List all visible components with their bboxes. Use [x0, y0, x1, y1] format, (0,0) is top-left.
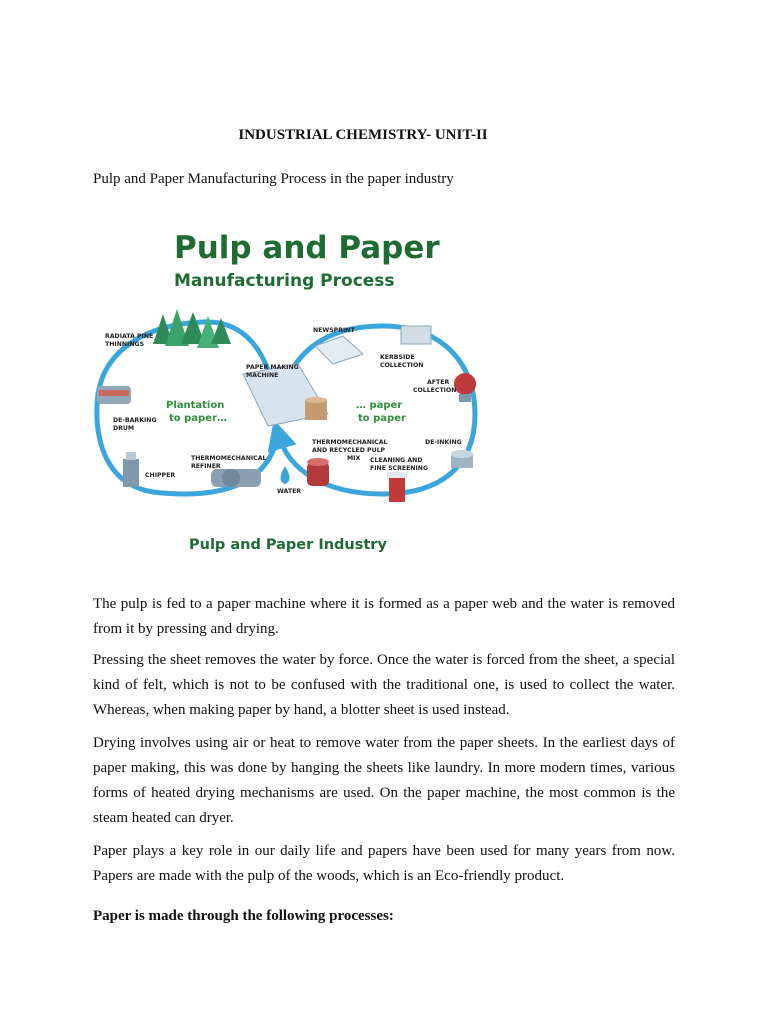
page-heading: INDUSTRIAL CHEMISTRY- UNIT-II: [238, 127, 488, 143]
label-radiata-2: THINNINGS: [105, 341, 145, 348]
label-after-2: COLLECTION: [413, 387, 457, 394]
water-drop-icon: [281, 466, 290, 484]
label-mix-2: AND RECYCLED PULP: [312, 447, 386, 454]
figure-title: Pulp and Paper: [174, 230, 440, 266]
paragraph-3: Drying involves using air or heat to remove water from the paper sheets. In the earliest days of paper making, this was done by hanging the sheets like laundry. In more modern times, various forms of heated drying mechanisms are used. On the paper machine, the most common is the steam heated can dryer.: [93, 735, 675, 826]
label-to-paper: to paper…: [169, 413, 227, 424]
kerbside-collection-icon: [401, 326, 431, 344]
label-to-paper-right: to paper: [358, 413, 406, 424]
label-refiner-2: REFINER: [191, 463, 221, 470]
de-inking-icon: [451, 450, 473, 468]
paragraph-1: The pulp is fed to a paper machine where it is formed as a paper web and the water is removed from it by pressing and drying.: [93, 596, 675, 637]
label-machine-2: MACHINE: [246, 372, 279, 379]
process-figure: [93, 214, 493, 564]
label-debarking-2: DRUM: [113, 425, 135, 432]
label-mix-3: MIX: [347, 455, 361, 462]
label-paper: … paper: [356, 400, 403, 411]
label-cleaning: CLEANING AND: [370, 457, 423, 464]
label-kerbside: KERBSIDE: [380, 354, 415, 361]
process-diagram: [93, 214, 493, 564]
label-kerbside-2: COLLECTION: [380, 362, 424, 369]
pine-trees-icon: [153, 309, 231, 348]
figure-subtitle: Manufacturing Process: [174, 271, 395, 291]
label-cleaning-2: FINE SCREENING: [370, 465, 429, 472]
label-water: WATER: [277, 488, 302, 495]
label-debarking: DE-BARKING: [113, 417, 157, 424]
chipper-icon: [123, 452, 139, 487]
refiner-icon: [211, 469, 261, 487]
label-chipper: CHIPPER: [145, 472, 176, 479]
label-mix: THERMOMECHANICAL: [312, 439, 388, 446]
cleaning-screening-icon: [387, 472, 407, 502]
pulp-mix-icon: [307, 458, 329, 486]
label-refiner: THERMOMECHANICAL: [191, 455, 267, 462]
figure-caption: Pulp and Paper Industry: [189, 537, 387, 553]
process-heading: Paper is made through the following processes:: [93, 908, 394, 924]
document-subtitle: Pulp and Paper Manufacturing Process in the paper industry: [93, 171, 454, 187]
label-deinking: DE-INKING: [425, 439, 462, 446]
paragraph-2: Pressing the sheet removes the water by force. Once the water is forced from the sheet, a special kind of felt, which is not to be confused with the traditional one, is used to collect the water. Whereas, when making paper by hand, a blotter sheet is used instead.: [93, 652, 675, 718]
label-newsprint: NEWSPRINT: [313, 327, 355, 334]
label-machine: PAPER MAKING: [246, 364, 299, 371]
label-plantation: Plantation: [166, 400, 225, 411]
paragraph-4: Paper plays a key role in our daily life and papers have been used for many years from now. Papers are made with the pulp of the woods, which is an Eco-friendly product.: [93, 843, 675, 884]
label-after: AFTER: [427, 379, 450, 386]
debarking-drum-icon: [97, 386, 131, 404]
label-radiata: RADIATA PINE: [105, 333, 154, 340]
